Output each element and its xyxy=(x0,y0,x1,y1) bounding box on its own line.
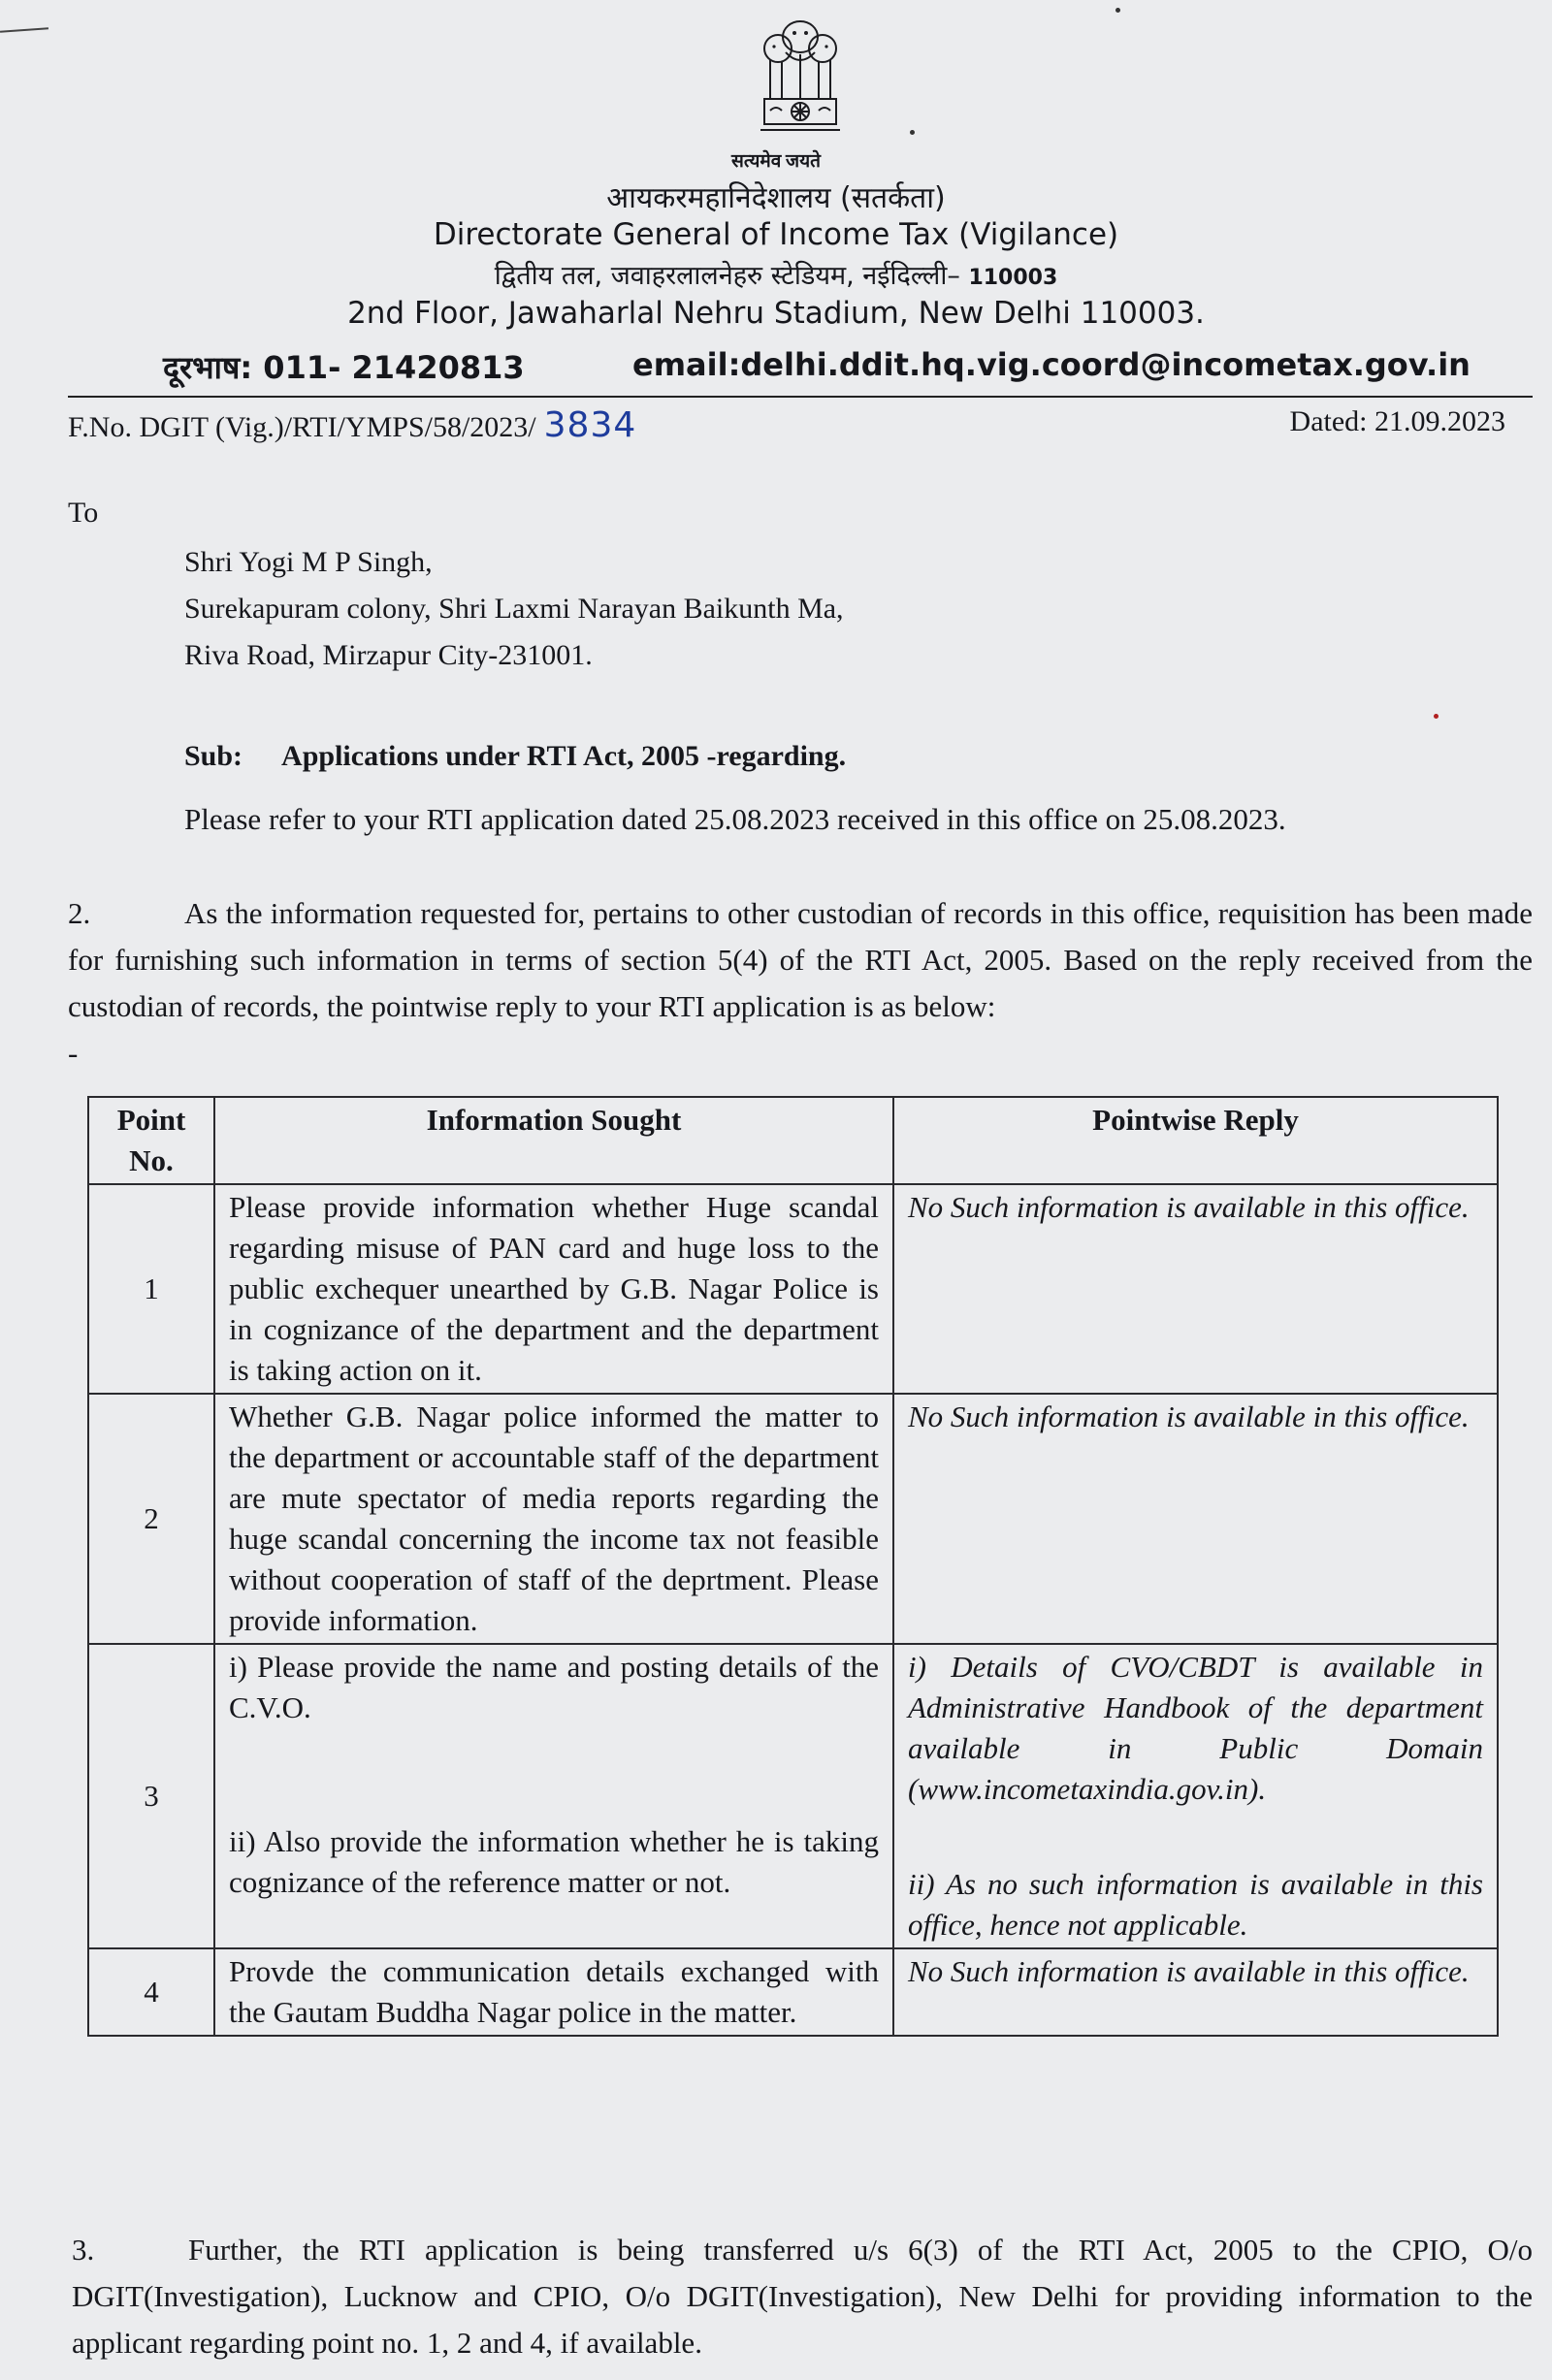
pointwise-reply: No Such information is available in this office. xyxy=(893,1184,1498,1394)
national-emblem-icon xyxy=(747,10,854,155)
information-sought-part-ii: ii) Also provide the information whether he is taking cognizance of the reference matter or not. xyxy=(229,1824,879,1899)
scan-speck xyxy=(1116,8,1120,13)
subject-label: Sub: xyxy=(184,740,243,772)
header-point-label: Point xyxy=(116,1103,186,1137)
header-no-label: No. xyxy=(129,1143,174,1177)
recipient-name: Shri Yogi M P Singh, xyxy=(184,546,433,578)
pointwise-reply: No Such information is available in this office. xyxy=(893,1948,1498,2036)
office-name-hindi: आयकरमहानिदेशालय (सतर्कता) xyxy=(606,181,946,215)
letter-date: Dated: 21.09.2023 xyxy=(1289,405,1505,437)
information-sought: Provde the communication details exchanged with the Gautam Buddha Nagar police in the matter. xyxy=(214,1948,893,2036)
file-number-text: F.No. DGIT (Vig.)/RTI/YMPS/58/2023/ xyxy=(68,411,536,443)
point-number: 2 xyxy=(88,1394,214,1644)
header-information-sought: Information Sought xyxy=(214,1097,893,1184)
subject-line xyxy=(184,740,846,773)
address-hindi-pin: 110003 xyxy=(968,266,1058,290)
point-number: 4 xyxy=(88,1948,214,2036)
paragraph-2-dash: - xyxy=(68,1036,79,1070)
office-name-english: Directorate General of Income Tax (Vigilance) xyxy=(433,217,1119,252)
paragraph-3-text: Further, the RTI application is being transferred u/s 6(3) of the RTI Act, 2005 to the CPIO, O/o DGIT(Investigation), Lucknow and CPIO, O/o DGIT(Investigation), New Delhi for providing information to the applicant regarding point no. 1, 2 and 4, if available. xyxy=(72,2233,1533,2360)
paragraph-number: 2. xyxy=(68,896,91,930)
table-row xyxy=(88,1948,1498,2036)
to-label: To xyxy=(68,497,99,529)
recipient-address-line: Riva Road, Mirzapur City-231001. xyxy=(184,639,593,671)
office-address-english: 2nd Floor, Jawaharlal Nehru Stadium, New Delhi 110003. xyxy=(347,296,1205,331)
table-row xyxy=(88,1184,1498,1394)
scan-speck xyxy=(1434,714,1439,719)
point-number: 3 xyxy=(88,1644,214,1948)
file-number xyxy=(68,405,636,445)
paragraph-2-text: As the information requested for, pertains to other custodian of records in this office, requisition has been made for furnishing such information in terms of section 5(4) of the RTI Act, 2005. Based on the reply received from the custodian of records, the pointwise reply to your RTI application is as below: xyxy=(68,896,1533,1023)
pointwise-reply-part-i: i) Details of CVO/CBDT is available in Administrative Handbook of the department available in Public Domain (www.incometaxindia.gov.in). xyxy=(908,1650,1483,1806)
recipient-address xyxy=(184,539,844,679)
emblem-motto: सत्यमेव जयते xyxy=(731,151,821,172)
table-header-row xyxy=(88,1097,1498,1184)
information-sought: Please provide information whether Huge scandal regarding misuse of PAN card and huge loss to the public exchequer unearthed by G.B. Nagar Police is in cognizance of the department and the department is taking action on it. xyxy=(214,1184,893,1394)
office-address-hindi xyxy=(0,256,1552,292)
pointwise-reply: No Such information is available in this office. xyxy=(893,1394,1498,1644)
phone-number: दूरभाष: 011- 21420813 xyxy=(163,349,525,386)
scan-mark xyxy=(0,27,48,32)
email-address: email:delhi.ddit.hq.vig.coord@incometax.gov.in xyxy=(632,346,1471,383)
paragraph-1: Please refer to your RTI application dated 25.08.2023 received in this office on 25.08.2023. xyxy=(184,802,1286,836)
letterhead-divider xyxy=(68,396,1533,398)
information-sought-part-i: i) Please provide the name and posting details of the C.V.O. xyxy=(229,1650,879,1724)
header-point-no xyxy=(88,1097,214,1184)
point-number: 1 xyxy=(88,1184,214,1394)
header-pointwise-reply: Pointwise Reply xyxy=(893,1097,1498,1184)
cell-spacer xyxy=(908,1810,1483,1864)
paragraph-3 xyxy=(72,2227,1533,2366)
paragraph-2 xyxy=(68,890,1533,1077)
pointwise-reply xyxy=(893,1644,1498,1948)
handwritten-dispatch-number: 3834 xyxy=(543,405,637,445)
information-sought: Whether G.B. Nagar police informed the matter to the department or accountable staff of the department are mute spectator of media reports regarding the huge scandal concerning the income tax not feasible without cooperation of staff of the deprtment. Please provide information. xyxy=(214,1394,893,1644)
table-row xyxy=(88,1394,1498,1644)
recipient-address-line: Surekapuram colony, Shri Laxmi Narayan Baikunth Ma, xyxy=(184,593,844,625)
address-hindi-text: द्वितीय तल, जवाहरलालनेहरु स्टेडियम, नईदिल्ली– xyxy=(494,261,960,291)
information-sought xyxy=(214,1644,893,1948)
table-row xyxy=(88,1644,1498,1948)
cell-spacer xyxy=(229,1728,879,1821)
pointwise-reply-part-ii: ii) As no such information is available in this office, hence not applicable. xyxy=(908,1867,1483,1942)
pointwise-reply-table xyxy=(87,1096,1499,2037)
paragraph-number: 3. xyxy=(72,2233,95,2267)
scan-speck xyxy=(910,130,915,135)
subject-text: Applications under RTI Act, 2005 -regarding. xyxy=(281,740,847,772)
